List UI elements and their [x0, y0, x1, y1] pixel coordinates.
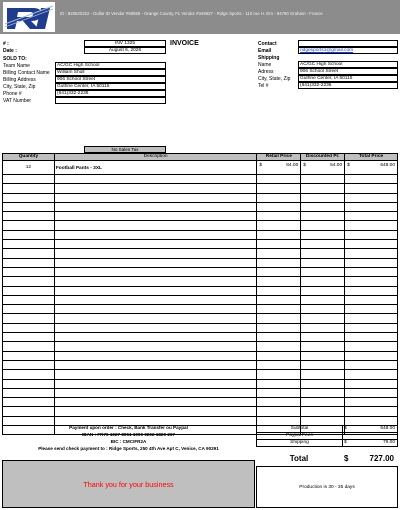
table-cell	[55, 212, 257, 221]
table-cell	[257, 361, 301, 370]
table-cell	[345, 184, 398, 193]
table-cell	[55, 407, 257, 416]
sales-tax-note: No Sales Tax	[84, 146, 166, 153]
table-cell	[301, 333, 345, 342]
table-cell	[55, 352, 257, 361]
table-cell	[3, 407, 55, 416]
table-row	[3, 161, 398, 175]
table-cell	[345, 240, 398, 249]
table-cell	[301, 277, 345, 286]
table-cell	[345, 203, 398, 212]
invoice-date: August 6, 2026	[84, 47, 166, 54]
table-row	[3, 361, 398, 370]
table-cell	[3, 175, 55, 184]
vat-number	[55, 97, 166, 104]
table-cell	[301, 175, 345, 184]
table-row	[3, 268, 398, 277]
header-discounted-price: Discounted Pr.	[301, 154, 345, 161]
table-cell	[257, 277, 301, 286]
table-cell	[257, 259, 301, 268]
table-cell	[3, 296, 55, 305]
header-quantity: Quantity	[3, 154, 55, 161]
table-cell	[55, 249, 257, 258]
table-cell	[55, 259, 257, 268]
table-row	[3, 287, 398, 296]
thank-you-message: Thank you for your business	[2, 460, 255, 508]
table-cell	[55, 277, 257, 286]
table-cell	[257, 342, 301, 351]
table-cell	[3, 194, 55, 203]
table-cell	[345, 194, 398, 203]
team-name: AC/GC High School	[55, 62, 166, 69]
table-cell	[257, 203, 301, 212]
email-link[interactable]: ridgesports1@gmail.com	[298, 47, 398, 54]
table-row	[3, 407, 398, 416]
table-row	[3, 194, 398, 203]
table-row	[3, 352, 398, 361]
table-cell	[257, 268, 301, 277]
table-cell	[345, 314, 398, 323]
table-cell	[345, 296, 398, 305]
items-table	[2, 153, 398, 435]
table-row	[3, 342, 398, 351]
header-description: Description	[55, 154, 257, 161]
row-discounted-price: $ 54.00	[301, 161, 345, 175]
billing-contact-label: Billing Contact Name	[3, 70, 50, 76]
table-row	[3, 249, 398, 258]
table-cell	[345, 305, 398, 314]
payment-info	[2, 424, 255, 452]
table-cell	[3, 212, 55, 221]
table-cell	[257, 296, 301, 305]
table-cell	[257, 333, 301, 342]
table-cell	[257, 212, 301, 221]
table-cell	[257, 417, 301, 426]
table-row	[3, 333, 398, 342]
table-cell	[301, 398, 345, 407]
table-row	[3, 324, 398, 333]
header-total-price: Total Price	[345, 154, 398, 161]
table-cell	[301, 380, 345, 389]
table-cell	[257, 249, 301, 258]
table-cell	[3, 361, 55, 370]
table-row	[3, 389, 398, 398]
table-cell	[3, 324, 55, 333]
table-cell	[55, 324, 257, 333]
team-name-label: Team Name	[3, 63, 30, 69]
production-note: Production is 30 - 35 days	[256, 466, 398, 508]
email-label: Email	[258, 48, 272, 54]
paypal-fees-row	[256, 433, 398, 440]
table-cell	[55, 221, 257, 230]
table-row	[3, 259, 398, 268]
table-cell	[3, 352, 55, 361]
table-cell	[345, 352, 398, 361]
billing-contact: William Shull	[55, 69, 166, 76]
table-cell	[3, 249, 55, 258]
billing-address: 906 School Street	[55, 76, 166, 83]
table-cell	[301, 370, 345, 379]
table-cell	[257, 184, 301, 193]
table-cell	[257, 287, 301, 296]
billing-city: Guthrie Center, IA 50115	[55, 83, 166, 90]
table-row	[3, 212, 398, 221]
table-cell	[345, 342, 398, 351]
ship-address: 906 School Street	[298, 68, 398, 75]
table-cell	[301, 407, 345, 416]
invoice-number: INV 1325	[84, 40, 166, 47]
table-row	[3, 175, 398, 184]
table-cell	[55, 333, 257, 342]
invoice-number-label: # :	[3, 41, 9, 47]
table-cell	[257, 389, 301, 398]
table-row	[3, 277, 398, 286]
ship-city-label: City, State, Zip	[258, 76, 291, 82]
table-cell	[301, 389, 345, 398]
table-row	[3, 203, 398, 212]
table-cell	[301, 361, 345, 370]
table-cell	[301, 352, 345, 361]
table-cell	[301, 305, 345, 314]
table-cell	[3, 277, 55, 286]
table-cell	[257, 305, 301, 314]
subtotal-value: 648.00	[380, 426, 395, 431]
billing-address-label: Billing Address	[3, 77, 36, 83]
shipping-cost-value: 79.00	[382, 440, 395, 445]
table-cell	[55, 380, 257, 389]
table-cell	[345, 249, 398, 258]
table-cell	[3, 184, 55, 193]
table-cell	[3, 240, 55, 249]
invoice-date-label: Date :	[3, 48, 17, 54]
table-cell	[301, 212, 345, 221]
table-cell	[345, 370, 398, 379]
table-cell	[301, 259, 345, 268]
invoice-title: INVOICE	[170, 40, 199, 47]
table-cell	[301, 296, 345, 305]
total-value: 727.00	[369, 454, 394, 463]
table-cell	[3, 203, 55, 212]
phone-label: Phone #	[3, 91, 22, 97]
ship-name-label: Name	[258, 62, 272, 68]
table-row	[3, 240, 398, 249]
table-cell	[55, 361, 257, 370]
table-cell	[55, 342, 257, 351]
table-cell	[301, 324, 345, 333]
table-cell	[3, 314, 55, 323]
table-cell	[257, 175, 301, 184]
table-cell	[345, 231, 398, 240]
table-cell	[301, 249, 345, 258]
ship-tel: (641)332-2236	[298, 82, 398, 89]
total-label: Total	[289, 454, 309, 463]
payment-check-address: Please send check payment to : Ridge Sports, 250 4th Ave Apt C, Venice, CA 90291	[38, 446, 219, 451]
ship-name: AC/GC High School	[298, 61, 398, 68]
header-retail-price: Retail Price	[257, 154, 301, 161]
table-cell	[301, 417, 345, 426]
table-row	[3, 370, 398, 379]
table-row	[3, 221, 398, 230]
table-cell	[55, 231, 257, 240]
table-cell	[55, 296, 257, 305]
table-cell	[345, 287, 398, 296]
table-row	[3, 184, 398, 193]
table-header	[3, 154, 398, 161]
table-cell	[345, 221, 398, 230]
table-cell	[3, 231, 55, 240]
table-cell	[55, 268, 257, 277]
payment-iban: IBAN : FR76 1027 8051 1000 0202 1820 267	[82, 432, 175, 437]
shipping-row: Shipping $ 79.00	[256, 440, 398, 447]
row-description: Football Pants - 3XL	[55, 161, 257, 175]
header-bar	[0, 0, 400, 34]
table-cell	[345, 259, 398, 268]
table-cell	[3, 389, 55, 398]
table-cell	[55, 389, 257, 398]
table-cell	[55, 194, 257, 203]
payment-bic: BIC : CMCIFR2A	[110, 439, 147, 444]
table-cell	[257, 221, 301, 230]
table-cell	[345, 389, 398, 398]
table-row	[3, 296, 398, 305]
table-cell	[257, 380, 301, 389]
table-cell	[55, 305, 257, 314]
table-cell	[257, 240, 301, 249]
vat-label: VAT Number	[3, 98, 32, 104]
table-cell	[55, 203, 257, 212]
table-cell	[301, 314, 345, 323]
table-cell	[345, 277, 398, 286]
subtotal-label: Subtotal	[256, 426, 342, 433]
row-total-price: $ 648.00	[345, 161, 398, 175]
contact-value	[298, 40, 398, 47]
table-cell	[345, 417, 398, 426]
table-cell	[345, 175, 398, 184]
table-cell	[257, 314, 301, 323]
row-quantity: 12	[3, 161, 55, 175]
table-cell	[55, 370, 257, 379]
table-row	[3, 398, 398, 407]
table-cell	[3, 259, 55, 268]
company-info-line: ID : 825530322 - Dollar ID Vendor #68556 - Orange County, FL Vendor #349627 - Ridge Sports - 110 rue H. Ern - 94790 Graham - France	[60, 11, 323, 16]
table-cell	[257, 194, 301, 203]
table-cell	[301, 231, 345, 240]
table-cell	[3, 221, 55, 230]
ship-city: Guthrie Center, IA 50115	[298, 75, 398, 82]
contact-label: Contact	[258, 41, 277, 47]
table-cell	[257, 352, 301, 361]
table-row	[3, 305, 398, 314]
row-retail-price: $ 84.00	[257, 161, 301, 175]
shipping-label: Shipping	[258, 55, 280, 61]
table-cell	[257, 231, 301, 240]
table-row	[3, 231, 398, 240]
subtotal-row: Subtotal $ 648.00	[256, 426, 398, 433]
table-cell	[345, 268, 398, 277]
table-cell	[345, 361, 398, 370]
table-cell	[55, 287, 257, 296]
table-cell	[257, 407, 301, 416]
table-cell	[301, 194, 345, 203]
table-cell	[257, 398, 301, 407]
table-cell	[345, 324, 398, 333]
table-cell	[301, 240, 345, 249]
table-cell	[55, 175, 257, 184]
shipping-cost-label: Shipping	[256, 440, 342, 447]
table-cell	[3, 342, 55, 351]
table-cell	[345, 333, 398, 342]
ship-address-label: Adress	[258, 69, 274, 75]
table-cell	[55, 314, 257, 323]
table-cell	[3, 380, 55, 389]
ship-tel-label: Tel #	[258, 83, 269, 89]
table-cell	[55, 398, 257, 407]
table-cell	[301, 203, 345, 212]
table-cell	[3, 333, 55, 342]
table-cell	[345, 380, 398, 389]
table-cell	[301, 287, 345, 296]
table-cell	[257, 324, 301, 333]
table-cell	[3, 305, 55, 314]
table-cell	[3, 398, 55, 407]
table-cell	[3, 268, 55, 277]
table-cell	[301, 268, 345, 277]
table-cell	[345, 212, 398, 221]
table-cell	[345, 407, 398, 416]
table-cell	[3, 370, 55, 379]
table-cell	[3, 287, 55, 296]
phone: (641)332-2236	[55, 90, 166, 97]
sold-to-title: SOLD TO:	[3, 56, 27, 62]
table-cell	[55, 184, 257, 193]
table-cell	[301, 184, 345, 193]
payment-methods: Payment upon order : Check, Bank Transfer ou Paypal	[69, 425, 188, 430]
billing-city-label: City, State, Zip	[3, 84, 36, 90]
paypal-fees-label: Paypal Fees	[256, 433, 342, 440]
table-cell	[345, 398, 398, 407]
grand-total: Total $ 727.00	[256, 452, 398, 466]
table-cell	[257, 370, 301, 379]
table-cell	[301, 342, 345, 351]
table-row	[3, 380, 398, 389]
table-cell	[301, 221, 345, 230]
table-cell	[55, 240, 257, 249]
company-logo-icon	[3, 2, 55, 32]
table-row	[3, 314, 398, 323]
